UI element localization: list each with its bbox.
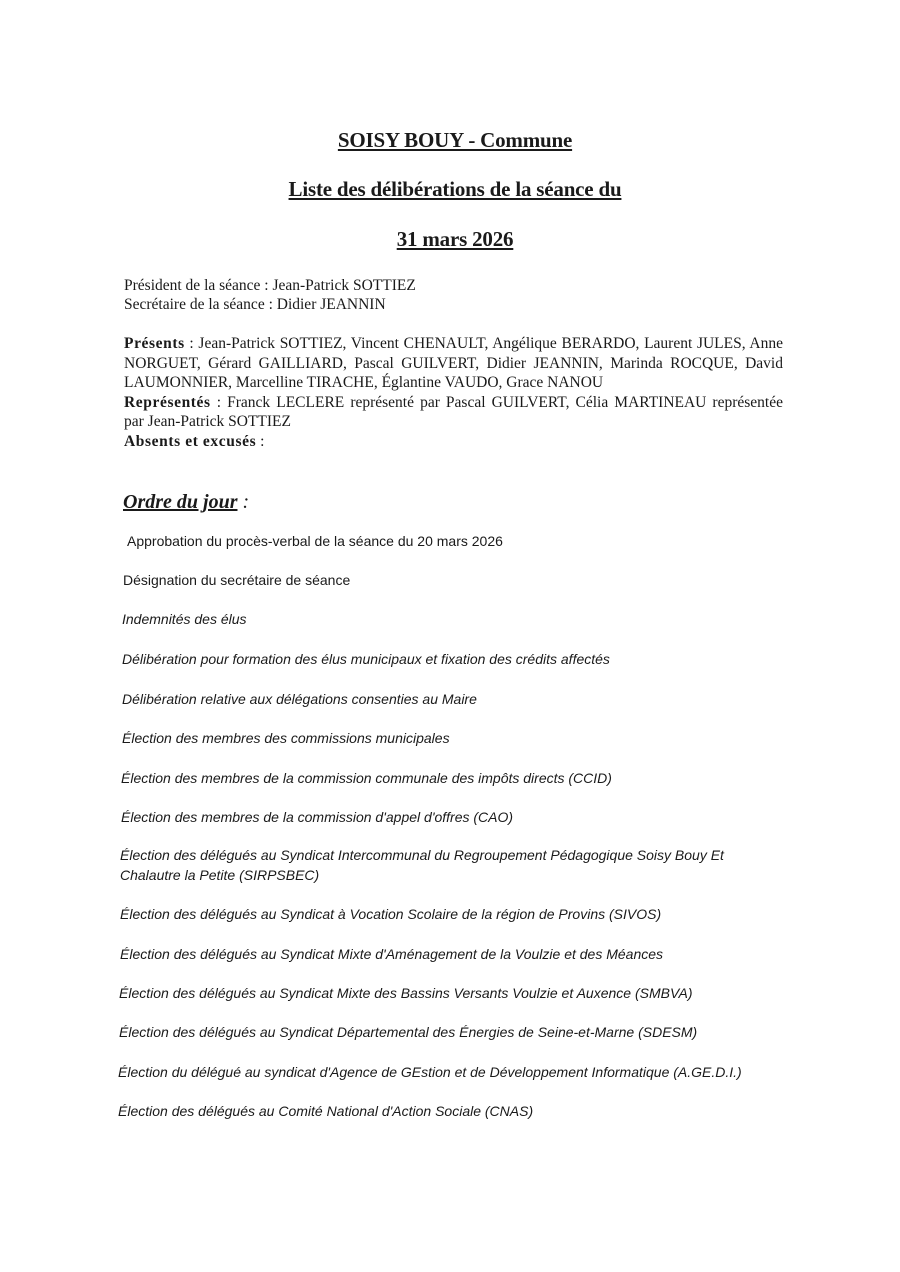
absent-label: Absents et excusés [124,432,257,450]
session-date: 31 mars 2026 [396,227,514,251]
present-label: Présents [124,335,185,352]
absent-names: : [256,432,265,450]
commune-title: SOISY BOUY - Commune [337,128,573,152]
agenda-heading [123,491,249,514]
agenda-item: Désignation du secrétaire de séance [123,572,351,588]
absent-row [124,432,783,452]
represented-names: : Franck LECLERE représenté par Pascal GUILVERT, Célia MARTINEAU représentée par Jean-Patrick SOTTIEZ [124,393,783,430]
agenda-item: Indemnités des élus [122,611,247,627]
agenda-item: Élection des membres des commissions municipales [122,730,450,746]
agenda-item: Élection des délégués au Syndicat Mixte d'Aménagement de la Voulzie et des Méances [120,946,664,962]
agenda-item: Élection des délégués au Syndicat à Vocation Scolaire de la région de Provins (SIVOS) [120,906,662,922]
list-title: Liste des délibérations de la séance du [288,177,622,201]
agenda-item: Élection des membres de la commission communale des impôts directs (CCID) [121,770,612,786]
present-row [124,334,783,393]
represented-row [124,393,783,432]
represented-label: Représentés [124,393,211,411]
agenda-item: Élection du délégué au syndicat d'Agence de GEstion et de Développement Informatique (A.GE.D.I.) [118,1064,742,1080]
secretary-line: Secrétaire de la séance : Didier JEANNIN [124,296,386,313]
agenda-item: Élection des membres de la commission d'appel d'offres (CAO) [121,809,514,825]
agenda-heading-colon: : [237,491,250,513]
session-officers [124,276,416,314]
agenda-item: Approbation du procès-verbal de la séance du 20 mars 2026 [127,533,503,549]
agenda-heading-label: Ordre du jour [123,491,238,513]
agenda-item: Élection des délégués au Comité National d'Action Sociale (CNAS) [118,1103,534,1119]
agenda-item: Délibération relative aux délégations consenties au Maire [122,691,477,707]
president-line: Président de la séance : Jean-Patrick SOTTIEZ [124,277,416,294]
agenda-item: Élection des délégués au Syndicat Mixte des Bassins Versants Voulzie et Auxence (SMBVA) [119,985,693,1001]
agenda-item: Élection des délégués au Syndicat Départemental des Énergies de Seine-et-Marne (SDESM) [119,1024,698,1040]
agenda-item: Élection des délégués au Syndicat Intercommunal du Regroupement Pédagogique Soisy Bouy Et Chalautre la Petite (SIRPSBEC) [120,847,724,883]
agenda-item: Délibération pour formation des élus municipaux et fixation des crédits affectés [122,651,610,667]
present-names: : Jean-Patrick SOTTIEZ, Vincent CHENAULT, Angélique BERARDO, Laurent JULES, Anne NORGUET, Gérard GAILLIARD, Pascal GUILVERT, Didier JEANNIN, Marinda ROCQUE, David LAUMONNIER, Marcelline TIRACHE, Églantine VAUDO, Grace NANOU [124,335,783,391]
attendance-block [124,334,783,451]
